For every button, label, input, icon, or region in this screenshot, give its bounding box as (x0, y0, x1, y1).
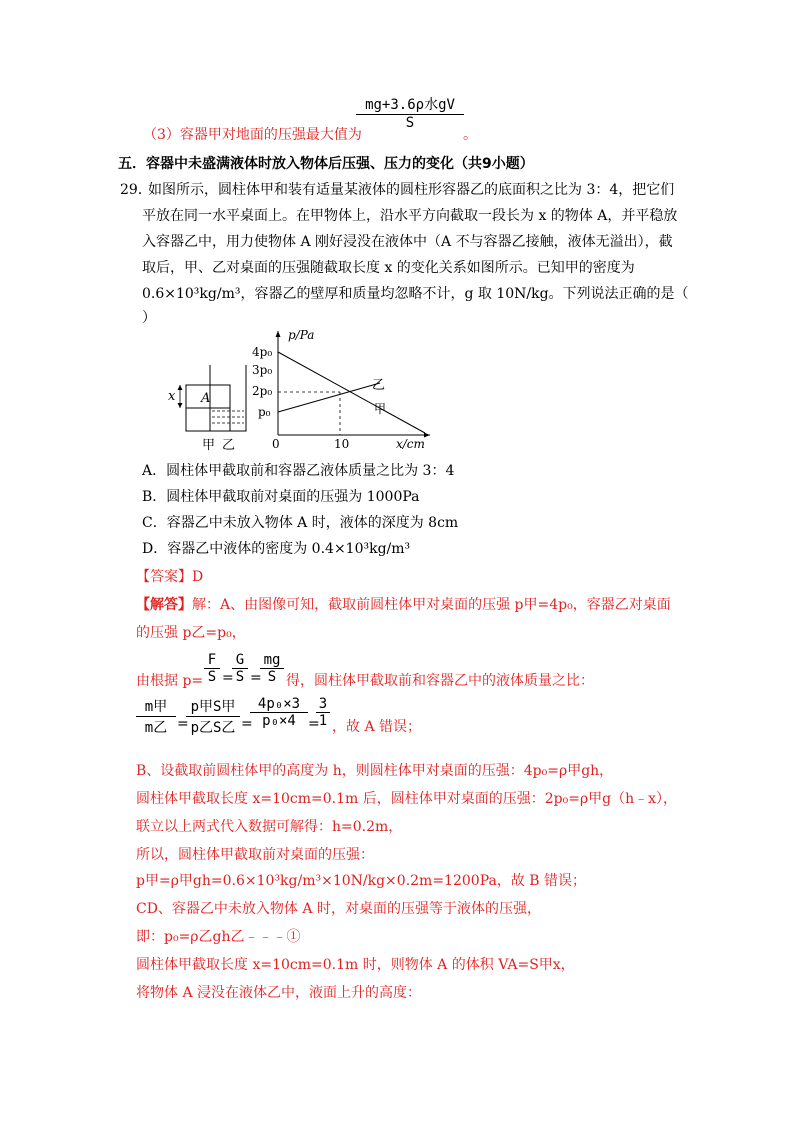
analysis-intro-1 (136, 594, 671, 614)
physics-figure (160, 325, 460, 460)
y-tick-2p0: 2p₀ (252, 384, 273, 398)
fig-label-x: x (168, 389, 176, 404)
option-b: B．圆柱体甲截取前对桌面的压强为 1000Pa (142, 489, 420, 505)
x-tick-10: 10 (334, 437, 350, 451)
question-number: 29． (120, 182, 152, 198)
y-tick-p0: p₀ (258, 405, 271, 419)
option-a: A．圆柱体甲截取前和容器乙液体质量之比为 3：4 (142, 463, 455, 479)
formula1-frac-2: $\frac{G}{S}$ (232, 652, 248, 685)
top-formula-denominator: S (356, 114, 464, 131)
formula1-frac-1: $\frac{F}{S}$ (204, 652, 220, 685)
formula1-suffix: 得，圆柱体甲截取前和容器乙中的液体质量之比： (286, 673, 594, 689)
ratio-frac-1: m甲 m乙 (136, 696, 176, 737)
formula1-prefix: 由根据 p= (136, 673, 204, 689)
y-axis-label: p/Pa (288, 328, 315, 342)
answer (136, 566, 203, 586)
line-yi (278, 383, 380, 412)
x-tick-0: 0 (272, 437, 280, 451)
fig-label-yi: 乙 (222, 438, 236, 453)
y-tick-4p0: 4p₀ (252, 345, 273, 359)
ratio-eq-2: = (241, 716, 253, 732)
analysis-line-b2: 圆柱体甲截取长度 x=10cm=0.1m 后，圆柱体甲对桌面的压强：2p₀=ρ甲g（h﹣x）， (136, 791, 678, 807)
ratio-eq-3: = (308, 716, 320, 732)
analysis-intro-text: 解：A、由图像可知，截取前圆柱体甲对桌面的压强 p甲=4p₀，容器乙对桌面 (192, 597, 671, 613)
analysis-line-b4: 所以，圆柱体甲截取前对桌面的压强： (136, 847, 374, 863)
top-formula-prefix: （3）容器甲对地面的压强最大值为 (143, 127, 362, 143)
pressure-graph (252, 328, 430, 451)
analysis-line-cd4: 将物体 A 浸没在液体乙中，液面上升的高度： (136, 985, 422, 1001)
analysis-line-cd1: CD、容器乙中未放入物体 A 时，对桌面的压强等于液体的压强， (136, 901, 541, 917)
analysis-line-cd3: 圆柱体甲截取长度 x=10cm=0.1m 时，则物体 A 的体积 VA=S甲x， (136, 957, 575, 973)
question-line-6: ） (142, 310, 156, 326)
formula1-eq-1: = (222, 670, 234, 686)
y-tick-3p0: 3p₀ (252, 363, 273, 377)
analysis-line-b3: 联立以上两式代入数据可解得：h=0.2m， (136, 819, 403, 835)
option-d: D．容器乙中液体的密度为 0.4×10³kg/m³ (142, 541, 411, 557)
question-line-5: 0.6×10³kg/m³，容器乙的壁厚和质量均忽略不计，g 取 10N/kg。下列说法正确的是（ (142, 286, 689, 302)
analysis-line-b1: B、设截取前圆柱体甲的高度为 h，则圆柱体甲对桌面的压强：4p₀=ρ甲gh， (136, 763, 614, 779)
ratio-suffix: ，故 A 错误； (332, 719, 422, 735)
fig-label-A: A (201, 391, 211, 406)
fig-label-jia: 甲 (202, 438, 216, 453)
answer-label: 【答案】 (136, 569, 192, 585)
line-label-yi: 乙 (372, 378, 386, 393)
line-label-jia: 甲 (374, 402, 387, 416)
option-c: C．容器乙中未放入物体 A 时，液体的深度为 8cm (142, 515, 459, 531)
question-line-4: 取后，甲、乙对桌面的压强随截取长度 x 的变化关系如图所示。已知甲的密度为 (142, 260, 635, 276)
formula1-frac-3: $\frac{mg}{S}$ (260, 652, 284, 685)
ratio-frac-3: $\frac{\text{4p₀×3}}{\text{p₀×4}}$ (250, 696, 308, 729)
top-formula-numerator: mg+3.6ρ水gV (365, 97, 455, 113)
answer-value: D (192, 569, 204, 585)
question-line-2: 平放在同一水平桌面上。在甲物体上，沿水平方向截取一段长为 x 的物体 A，并平稳放 (142, 208, 678, 224)
container-yi (210, 365, 246, 453)
cylinder-jia (168, 385, 230, 453)
x-axis-label: x/cm (396, 437, 425, 451)
line-jia (278, 352, 425, 433)
analysis-label: 【解答】 (136, 597, 192, 613)
top-formula-fraction (356, 94, 464, 131)
top-formula-suffix: 。 (463, 127, 477, 143)
analysis-line-b5: p甲=ρ甲gh=0.6×10³kg/m³×10N/kg×0.2m=1200Pa，故 B 错误； (136, 873, 587, 889)
analysis-intro-2: 的压强 p乙=p₀， (136, 625, 246, 641)
question-line-3: 入容器乙中，用力使物体 A 刚好浸没在液体中（A 不与容器乙接触，液体无溢出），截 (142, 234, 673, 250)
ratio-frac-4: $\frac{3}{1}$ (316, 696, 330, 729)
ratio-eq-1: = (177, 716, 189, 732)
question-line-1: 如图所示，圆柱体甲和装有适量某液体的圆柱形容器乙的底面积之比为 3：4，把它们 (148, 182, 675, 198)
formula1-eq-2: = (250, 670, 262, 686)
analysis-line-cd2: 即：p₀=ρ乙gh乙﹣﹣﹣① (136, 929, 301, 945)
section-heading: 五．容器中未盛满液体时放入物体后压强、压力的变化（共9小题） (118, 156, 534, 172)
ratio-frac-2: p甲S甲 p乙S乙 (186, 696, 240, 737)
